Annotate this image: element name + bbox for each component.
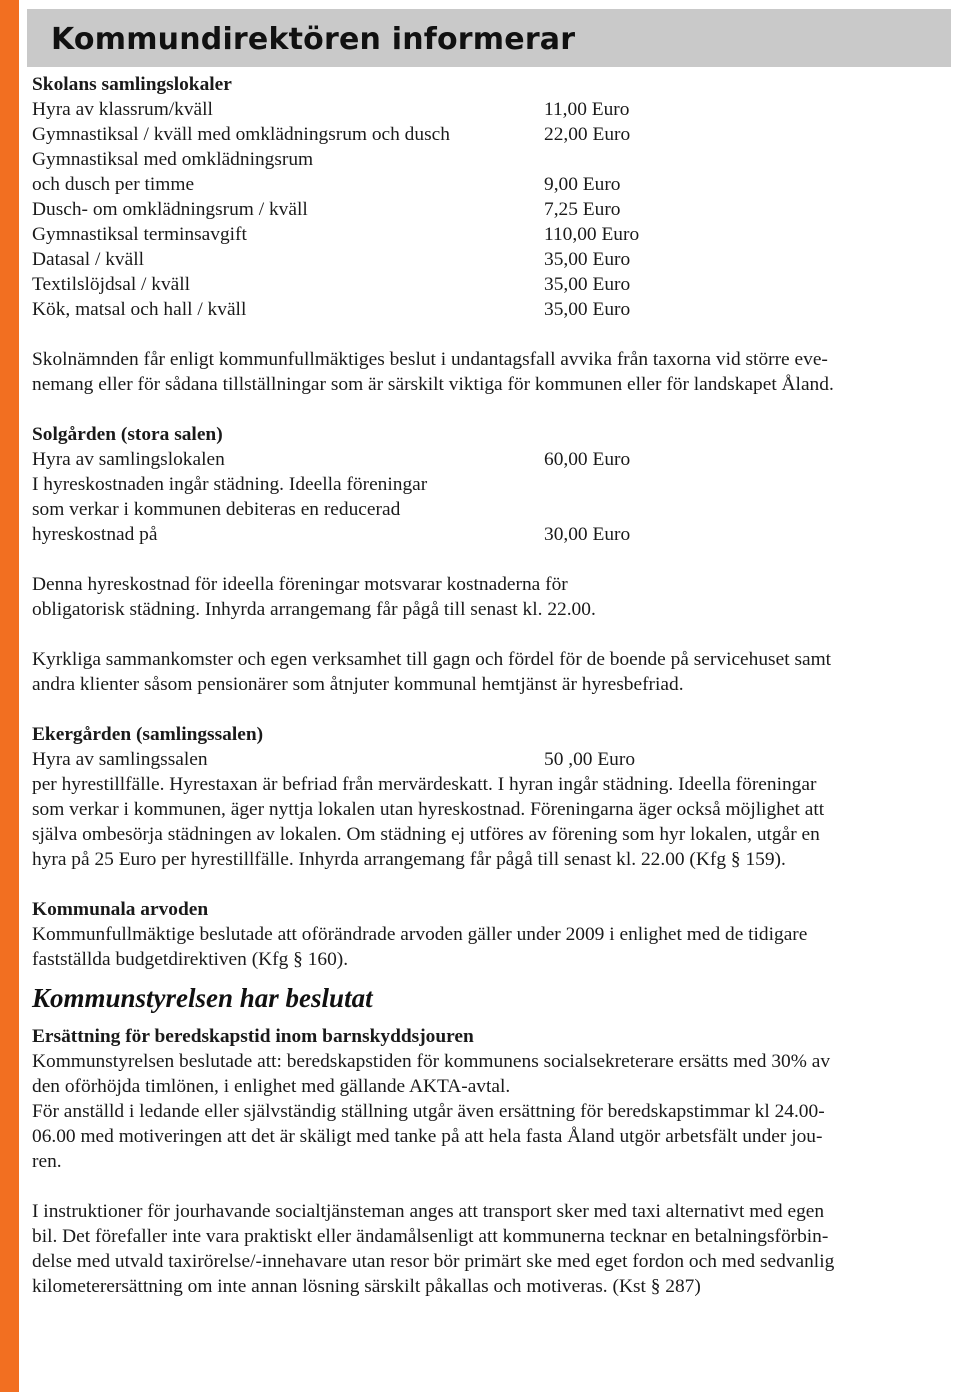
- section-heading-arvoden: Kommunala arvoden: [32, 899, 209, 920]
- price-row: [32, 97, 932, 122]
- text-line: den oförhöjda timlönen, i enlighet med gällande AKTA-avtal.: [32, 1076, 511, 1097]
- text-line: nemang eller för sådana tillställningar som är särskilt viktiga för kommunen eller för landskapet Åland.: [32, 374, 834, 395]
- price-value: 110,00 Euro: [544, 224, 640, 245]
- price-value: 7,25 Euro: [544, 199, 621, 220]
- price-label: Dusch- om omklädningsrum / kväll: [32, 199, 308, 220]
- spacer: [32, 322, 932, 347]
- spacer: [32, 1016, 932, 1024]
- price-row: [32, 297, 932, 322]
- text-line: ren.: [32, 1151, 62, 1172]
- text-line: delse med utvald taxirörelse/-innehavare utan resor bör primärt ske med eget fordon och med sedvanlig: [32, 1251, 835, 1272]
- section-heading-kommunstyrelsen: Kommunstyrelsen har beslutat: [32, 983, 373, 1013]
- paragraph-beredskap: [32, 1049, 932, 1174]
- price-label: Hyra av klassrum/kväll: [32, 99, 213, 120]
- section-heading-solgarden: Solgården (stora salen): [32, 424, 223, 445]
- price-label: och dusch per timme: [32, 174, 195, 195]
- spacer: [32, 872, 932, 897]
- text-line: som verkar i kommunen, äger nyttja lokalen utan hyreskostnad. Föreningarna äger också möjlighet att: [32, 799, 825, 820]
- spacer: [32, 547, 932, 572]
- text-line: obligatorisk städning. Inhyrda arrangemang får pågå till senast kl. 22.00.: [32, 599, 596, 620]
- text-line: fastställda budgetdirektiven (Kfg § 160).: [32, 949, 349, 970]
- text-line: Skolnämnden får enligt kommunfullmäktiges beslut i undantagsfall avvika från taxorna vid större eve-: [32, 349, 828, 370]
- page-title: Kommundirektören informerar: [51, 22, 576, 57]
- price-label: Gymnastiksal med omklädningsrum: [32, 149, 314, 170]
- price-row: [32, 172, 932, 197]
- price-label: Gymnastiksal terminsavgift: [32, 224, 247, 245]
- price-value: 30,00 Euro: [544, 524, 631, 545]
- price-value: 35,00 Euro: [544, 299, 631, 320]
- price-row: [32, 472, 932, 497]
- document-body: [32, 72, 932, 1299]
- price-label: I hyreskostnaden ingår städning. Ideella föreningar: [32, 474, 428, 495]
- paragraph-arvoden: [32, 922, 932, 972]
- price-row: [32, 522, 932, 547]
- price-row: [32, 272, 932, 297]
- text-line: hyra på 25 Euro per hyrestillfälle. Inhyrda arrangemang får pågå till senast kl. 22.00 (Kfg § 159).: [32, 849, 786, 870]
- spacer: [32, 697, 932, 722]
- price-label: som verkar i kommunen debiteras en reducerad: [32, 499, 401, 520]
- price-value: 50 ,00 Euro: [544, 749, 636, 770]
- text-line: I instruktioner för jourhavande socialtjänsteman anges att transport sker med taxi alternativt med egen: [32, 1201, 825, 1222]
- paragraph-solgarden-note: [32, 572, 932, 622]
- text-line: andra klienter såsom pensionärer som åtnjuter kommunal hemtjänst är hyresbefriad.: [32, 674, 684, 695]
- paragraph-kyrkliga: [32, 647, 932, 697]
- text-line: kilometerersättning om inte annan lösning särskilt påkallas och motiveras. (Kst § 287): [32, 1276, 701, 1297]
- spacer: [32, 972, 932, 980]
- price-value: 35,00 Euro: [544, 274, 631, 295]
- price-value: 60,00 Euro: [544, 449, 631, 470]
- price-row: [32, 447, 932, 472]
- price-label: Gymnastiksal / kväll med omklädningsrum och dusch: [32, 124, 450, 145]
- paragraph-ekergarden: [32, 772, 932, 872]
- price-row: [32, 247, 932, 272]
- text-line: 06.00 med motiveringen att det är skäligt med tanke på att hela fasta Åland utgör arbetsfält under jou-: [32, 1126, 823, 1147]
- text-line: För anställd i ledande eller självständig ställning utgår även ersättning för beredskapstimmar kl 24.00-: [32, 1101, 825, 1122]
- price-value: 22,00 Euro: [544, 124, 631, 145]
- price-value: 35,00 Euro: [544, 249, 631, 270]
- price-value: 9,00 Euro: [544, 174, 621, 195]
- price-row: [32, 147, 932, 172]
- paragraph-transport: [32, 1199, 932, 1299]
- text-line: Kommunstyrelsen beslutade att: beredskapstiden för kommunens socialsekreterare ersätts med 30% av: [32, 1051, 831, 1072]
- price-row: [32, 122, 932, 147]
- price-label: Hyra av samlingssalen: [32, 749, 208, 770]
- price-row: [32, 222, 932, 247]
- paragraph-skolnamnden: [32, 347, 932, 397]
- section-heading-skolans: Skolans samlingslokaler: [32, 74, 232, 95]
- spacer: [32, 622, 932, 647]
- spacer: [32, 397, 932, 422]
- price-row: [32, 747, 932, 772]
- spacer: [32, 1174, 932, 1199]
- price-row: [32, 497, 932, 522]
- price-list-solgarden: [32, 447, 932, 547]
- section-heading-ekergarden: Ekergården (samlingssalen): [32, 724, 264, 745]
- price-list-skolans: [32, 97, 932, 322]
- subheading-ersattning: Ersättning för beredskapstid inom barnskyddsjouren: [32, 1026, 474, 1047]
- text-line: Kyrkliga sammankomster och egen verksamhet till gagn och fördel för de boende på servicehuset samt: [32, 649, 832, 670]
- accent-bar: [0, 0, 19, 1392]
- price-label: hyreskostnad på: [32, 524, 158, 545]
- price-label: Kök, matsal och hall / kväll: [32, 299, 247, 320]
- price-label: Hyra av samlingslokalen: [32, 449, 225, 470]
- text-line: Kommunfullmäktige beslutade att oförändrade arvoden gäller under 2009 i enlighet med de tidigare: [32, 924, 808, 945]
- text-line: per hyrestillfälle. Hyrestaxan är befriad från mervärdeskatt. I hyran ingår städning. Ideella föreningar: [32, 774, 817, 795]
- price-value: 11,00 Euro: [544, 99, 630, 120]
- price-label: Datasal / kväll: [32, 249, 144, 270]
- text-line: Denna hyreskostnad för ideella föreningar motsvarar kostnaderna för: [32, 574, 568, 595]
- price-label: Textilslöjdsal / kväll: [32, 274, 191, 295]
- price-row: [32, 197, 932, 222]
- text-line: själva ombesörja städningen av lokalen. Om städning ej utföres av förening som hyr lokalen, utgår en: [32, 824, 820, 845]
- text-line: bil. Det förefaller inte vara praktiskt eller ändamålsenligt att kommunerna tecknar en betalningsförbin-: [32, 1226, 829, 1247]
